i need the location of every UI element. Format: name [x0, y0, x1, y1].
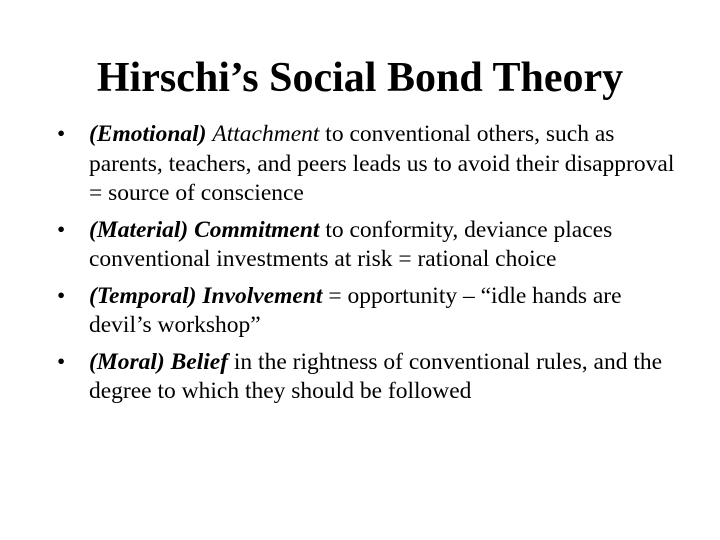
bullet-qualifier: (Material): [89, 216, 189, 243]
bullet-marker-icon: •: [57, 282, 66, 309]
bullet-item-belief: [57, 348, 677, 407]
bullet-text: in the rightness of conventional rules, and the degree to which they should be followed: [89, 348, 663, 404]
bullet-item-involvement: [57, 282, 677, 341]
bullet-term: Involvement: [202, 282, 323, 309]
bullet-text: = opportunity – “idle hands are devil’s workshop”: [89, 282, 622, 338]
bullet-marker-icon: •: [57, 121, 66, 147]
bullet-item-attachment: [57, 120, 677, 209]
bullet-list: [57, 120, 677, 414]
bullet-qualifier: (Emotional): [89, 121, 207, 147]
bullet-item-commitment: [57, 216, 677, 275]
bullet-qualifier: (Moral): [89, 348, 165, 375]
bullet-text: to conformity, deviance places conventional investments at risk = rational choice: [89, 216, 613, 272]
slide-title: Hirschi’s Social Bond Theory: [96, 55, 624, 101]
bullet-term: Commitment: [194, 216, 320, 243]
bullet-text: to conventional others, such as parents, teachers, and peers leads us to avoid their disapproval = source of conscience: [89, 121, 675, 206]
bullet-marker-icon: •: [57, 216, 66, 243]
bullet-term: Belief: [170, 348, 229, 375]
bullet-qualifier: (Temporal): [89, 282, 197, 309]
bullet-marker-icon: •: [57, 348, 66, 375]
bullet-term: Attachment: [212, 121, 320, 147]
